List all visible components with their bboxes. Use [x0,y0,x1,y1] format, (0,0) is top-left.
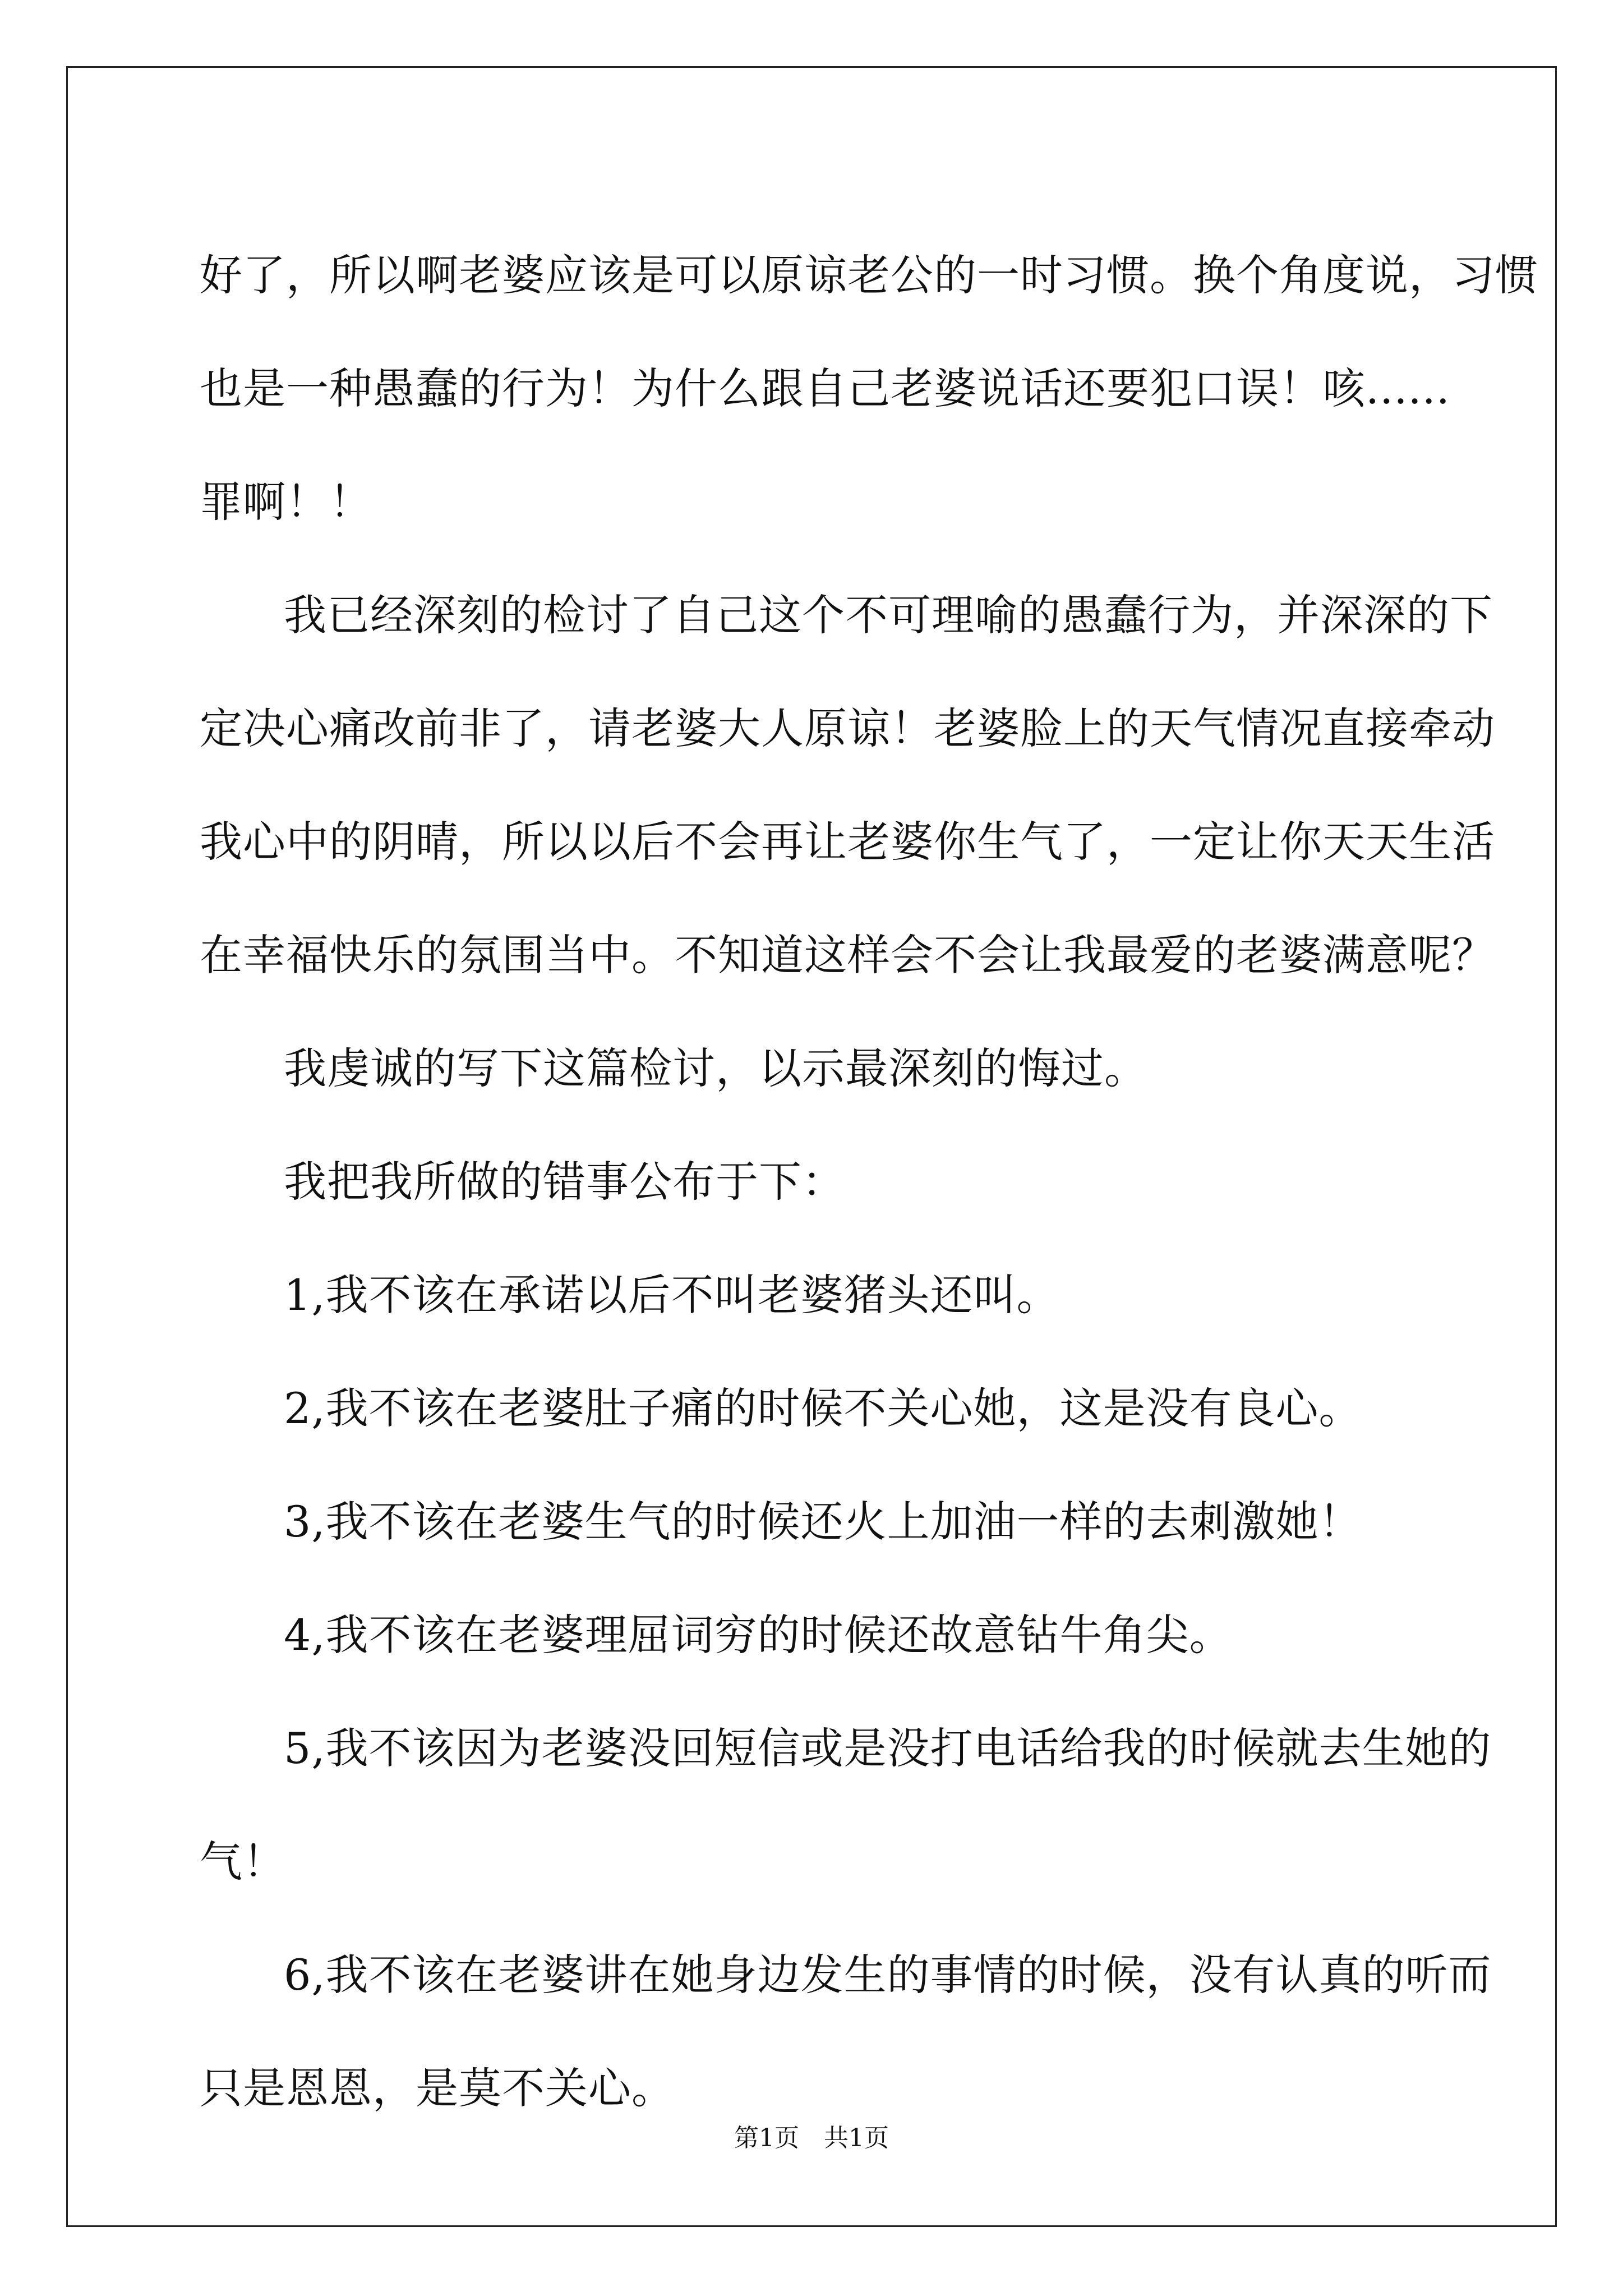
list-item-5: 5,我不该因为老婆没回短信或是没打电话给我的时候就去生她的 [284,1723,1492,1773]
page-footer: 第1页 共1页 [734,2124,889,2152]
text-line: 好了，所以啊老婆应该是可以原谅老公的一时习惯。换个角度说，习惯 [200,250,1538,300]
paragraph-start-line: 我把我所做的错事公布于下： [284,1157,845,1207]
list-item-1: 1,我不该在承诺以后不叫老婆猪头还叫。 [284,1270,1060,1320]
text-line: 在幸福快乐的氛围当中。不知道这样会不会让我最爱的老婆满意呢？ [200,930,1495,980]
text-line: 定决心痛改前非了，请老婆大人原谅！老婆脸上的天气情况直接牵动 [200,703,1495,753]
list-item-2: 2,我不该在老婆肚子痛的时候不关心她，这是没有良心。 [284,1383,1362,1433]
list-item-6: 6,我不该在老婆讲在她身边发生的事情的时候，没有认真的听而 [284,1950,1492,2000]
paragraph-start-line: 我已经深刻的检讨了自己这个不可理喻的愚蠢行为，并深深的下 [284,590,1493,640]
list-item-3: 3,我不该在老婆生气的时候还火上加油一样的去刺激她！ [284,1497,1362,1547]
text-line: 也是一种愚蠢的行为！为什么跟自己老婆说话还要犯口误！咳...... [200,364,1450,413]
text-line: 罪啊！！ [200,477,372,527]
paragraph-start-line: 我虔诚的写下这篇检讨，以示最深刻的悔过。 [284,1043,1147,1093]
document-body [200,219,1538,2145]
text-line: 只是恩恩，是莫不关心。 [200,2063,675,2113]
text-line: 气！ [200,1837,286,1887]
text-line: 我心中的阴晴，所以以后不会再让老婆你生气了，一定让你天天生活 [200,817,1495,867]
list-item-4: 4,我不该在老婆理屈词穷的时候还故意钻牛角尖。 [284,1610,1233,1660]
